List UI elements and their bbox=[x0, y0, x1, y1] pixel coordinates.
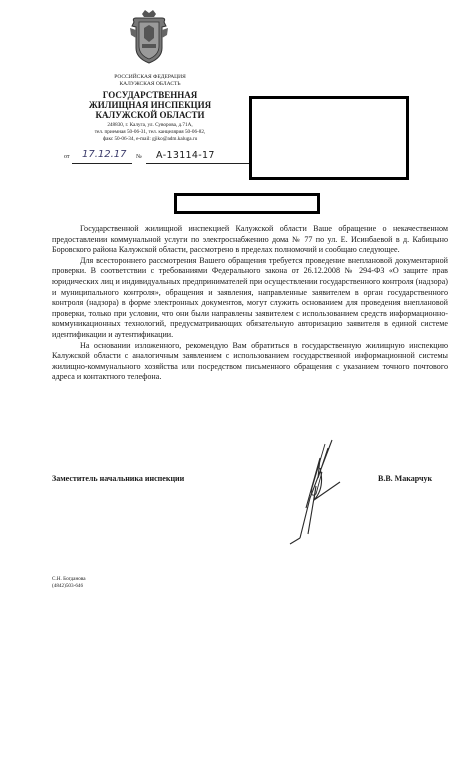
signatory-name: В.В. Макарчук bbox=[378, 474, 433, 483]
redacted-recipient-box bbox=[249, 96, 409, 180]
number-underline bbox=[146, 163, 250, 164]
org-name-line1: ГОСУДАРСТВЕННАЯ bbox=[102, 90, 198, 100]
address-line2: тел. приемная 50-06-31, тел. канцелярия 50-06-82, bbox=[94, 129, 206, 135]
reference-line bbox=[62, 149, 252, 165]
number-label: № bbox=[136, 154, 142, 160]
body-paragraph-3: На основании изложенного, рекомендую Вам обратиться в государственную жилищную инспекцию Калужской области с аналогичным заявлением с использованием государственной информационной системы жилищно-коммунального хозяйства или посредством письменного обращения с указанием точного почтового адреса и контактного телефона. bbox=[52, 340, 448, 382]
body-paragraph-2: Для всестороннего рассмотрения Вашего обращения требуется проведение внеплановой документарной проверки. В соответствии с требованиями Федерального закона от 26.12.2008 № 294-ФЗ «О защите прав юридических лиц и индивидуальных предпринимателей при осуществлении государственного контроля (надзора) и муниципального контроля», обращения и заявления, направленные заявителем в орган государственного контроля (надзора) в форме электронных документов, могут служить основанием для проведения внеплановой проверки, только при условии, что они были направлены заявителем с использованием средств информационно-коммуникационных технологий, предусматривающих обязательную авторизацию заявителя в единой системе идентификации и аутентификации. bbox=[52, 255, 448, 339]
letter-body bbox=[52, 224, 448, 383]
federation-label: РОССИЙСКАЯ ФЕДЕРАЦИЯ bbox=[114, 74, 186, 80]
coat-of-arms-emblem bbox=[128, 8, 170, 66]
signatory-position: Заместитель начальника инспекции bbox=[52, 474, 185, 483]
date-label: от bbox=[64, 154, 70, 160]
redacted-salutation-box bbox=[174, 193, 320, 214]
executor-name: С.Н. Богданова bbox=[52, 576, 86, 582]
address-line1: 248830, г. Калуга, ул. Суворова, д.71А, bbox=[107, 122, 193, 128]
date-handwritten: 17.12.17 bbox=[82, 149, 127, 160]
body-paragraph-1: Государственной жилищной инспекцией Калужской области Ваше обращение о некачественном предоставлении коммунальной услуги по электроснабжению дома № 77 по ул. Е. Исинбаевой в д. Кабицыно Боровского района Калужской области, рассмотрено в пределах полномочий и сообщаю следующее. bbox=[52, 224, 448, 255]
address-line3: факс 50-06-34, e-mail: gjiko@adm.kaluga.ru bbox=[102, 136, 198, 142]
date-underline bbox=[72, 163, 132, 164]
org-name-line3: КАЛУЖСКОЙ ОБЛАСТИ bbox=[95, 110, 205, 120]
org-name-line2: ЖИЛИЩНАЯ ИНСПЕКЦИЯ bbox=[88, 100, 212, 110]
region-label: КАЛУЖСКАЯ ОБЛАСТЬ bbox=[119, 81, 181, 87]
executor-phone: (4842)503-646 bbox=[52, 583, 84, 589]
executor-info bbox=[52, 576, 86, 590]
handwritten-signature bbox=[270, 438, 360, 548]
document-number: А-13114-17 bbox=[156, 150, 215, 161]
